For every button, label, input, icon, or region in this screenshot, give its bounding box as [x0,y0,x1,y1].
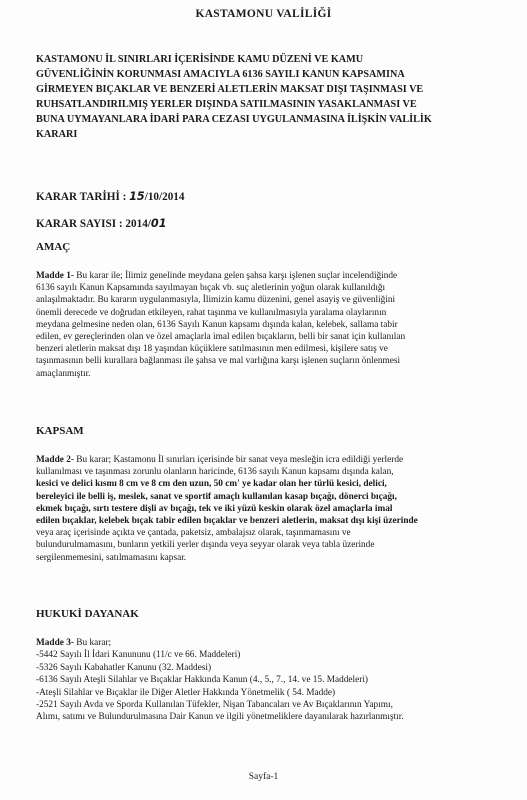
list-item: Alımı, satımı ve Bulundurulmasına Dair Kanun ve ilgili yönetmeliklere dayanılarak hazırlanmıştır. [36,712,404,723]
section-title-hukuki-dayanak: HUKUKİ DAYANAK [36,608,139,620]
list-item: -5442 Sayılı İl İdari Kanununu (11/c ve 66. Maddeleri) [36,650,241,661]
paragraph-kapsam [36,454,500,564]
karar-sayisi-value: 2014/ [125,218,151,230]
paragraph-line: bulundurulmamasını, bunların yetkili yerler dışında veya seyyar olarak veya tabla üzerinde [36,540,375,551]
paragraph-line: edilen, ev gereçlerinden olan ve özel amaçlarla imal edilen bıçakların, belli bir sanat için kullanılan [36,332,406,343]
paragraph-line: önemli derecede ve doğrudan etkileyen, rahat taşınma ve kullanılmasıyla yaralama olaylarının [36,307,387,318]
paragraph-line: sergilenmemesini, satılmamasını kapsar. [36,552,187,563]
karar-sayisi [36,217,166,230]
madde-label: Madde 1- [36,271,74,281]
legal-basis-list [36,637,506,724]
list-item: -5326 Sayılı Kabahatler Kanunu (32. Maddesi) [36,662,212,673]
paragraph-line-rest: Bu karar; Kastamonu İl sınırları içerisinde bir sanat veya mesleğin icra edildiği yerlerde [73,455,404,465]
paragraph-line: veya araç içerisinde açıkta ve çantada, paketsiz, ambalajsız olarak, taşınmamasını ve [36,528,351,539]
title-line: BUNA UYMAYANLARA İDARİ PARA CEZASI UYGULANMASINA İLİŞKİN VALİLİK [36,114,432,125]
karar-tarihi-label: KARAR TARİHİ : [36,191,127,203]
paragraph-line: benzeri aletlerin maksat dışı 18 yaşından küçüklere satılmasının men edilmesi, kişilere satış ve [36,344,388,355]
paragraph-line: edilen bıçaklar, kelebek bıçak tabir edilen bıçaklar ve benzeri aletlerin, maksat dışı kişi üzerinde [36,516,418,527]
title-line: GİRMEYEN BIÇAKLAR VE BENZERİ ALETLERİN MAKSAT DIŞI TAŞINMASI VE [36,84,424,95]
paragraph-line: bereleyici ile belli iş, meslek, sanat ve sportif amaçlı kullanılan kasap bıçağı, dönerci bıçağı, [36,491,397,502]
document-header: KASTAMONU VALİLİĞİ [195,8,332,20]
list-item-rest: Bu karar; [73,638,112,648]
document-title [36,52,499,142]
karar-tarihi-handwritten: 15 [129,190,145,203]
title-line: KASTAMONU İL SINIRLARI İÇERİSİNDE KAMU DÜZENİ VE KAMU [36,54,364,65]
paragraph-line: kullanılması ve taşınması zorunlu olanların haricinde, 6136 sayılı Kanun kapsamı dışında kalan, [36,467,394,478]
paragraph-line: meydana gelmesine neden olan, 6136 Sayılı Kanun kapsamı dışında kalan, kelebek, sallama tabir [36,319,398,330]
list-item: -2521 Sayılı Avda ve Sporda Kullanılan Tüfekler, Nişan Tabancaları ve Av Bıçaklarının Yapımı, [36,700,393,711]
paragraph-line: 6136 sayılı Kanun Kapsamında sayılmayan bıçak vb. suç aletlerinin yoğun olarak kullanıldığı [36,283,386,294]
madde-label: Madde 2- [36,455,74,465]
karar-tarihi [36,190,185,203]
karar-sayisi-label: KARAR SAYISI : [36,218,123,230]
page-number: Sayfa-1 [248,772,279,782]
list-item [36,637,506,649]
paragraph-line: ekmek bıçağı, sırtı testere dişli av bıçağı, tek ve iki yüzü keskin olarak özel amaçlarla imal [36,503,393,514]
paragraph-line: anlaşılmaktadır. Bu kararın uygulanmasıyla, İlimizin kamu düzenini, genel asayiş ve güvenliğini [36,295,396,306]
title-line: GÜVENLİĞİNİN KORUNMASI AMACIYLA 6136 SAYILI KANUN KAPSAMINA [36,69,405,80]
karar-sayisi-handwritten: 01 [150,217,167,230]
section-title-kapsam: KAPSAM [36,425,84,437]
paragraph-line: taşınmasının belli kurallara bağlanması ile şahsa ve mal varlığına karşı işlenen suçların önlenmesi [36,356,401,367]
list-item: -Ateşli Silahlar ve Bıçaklar ile Diğer Aletler Hakkında Yönetmelik ( 54. Madde) [36,687,336,698]
paragraph-line [36,454,500,466]
karar-tarihi-value: /10/2014 [144,191,185,203]
paragraph-amac [36,270,500,380]
paragraph-line: amaçlanmıştır. [36,368,91,379]
section-title-amac: AMAÇ [36,241,71,253]
title-line: RUHSATLANDIRILMIŞ YERLER DIŞINDA SATILMASININ YASAKLANMASI VE [36,99,417,110]
madde-label: Madde 3- [36,638,74,648]
title-line: KARARI [36,129,78,140]
paragraph-line [36,270,500,282]
paragraph-line: kesici ve delici kısmı 8 cm ve 8 cm den uzun, 50 cm' ye kadar olan her türlü kesici, delici, [36,479,387,490]
list-item: -6136 Sayılı Ateşli Silahlar ve Bıçaklar Hakkında Kanun (4., 5., 7., 14. ve 15. Maddeleri) [36,675,369,686]
paragraph-line-rest: Bu karar ile; İlimiz genelinde meydana gelen şahsa karşı işlenen suçlar incelendiğinde [73,271,398,281]
